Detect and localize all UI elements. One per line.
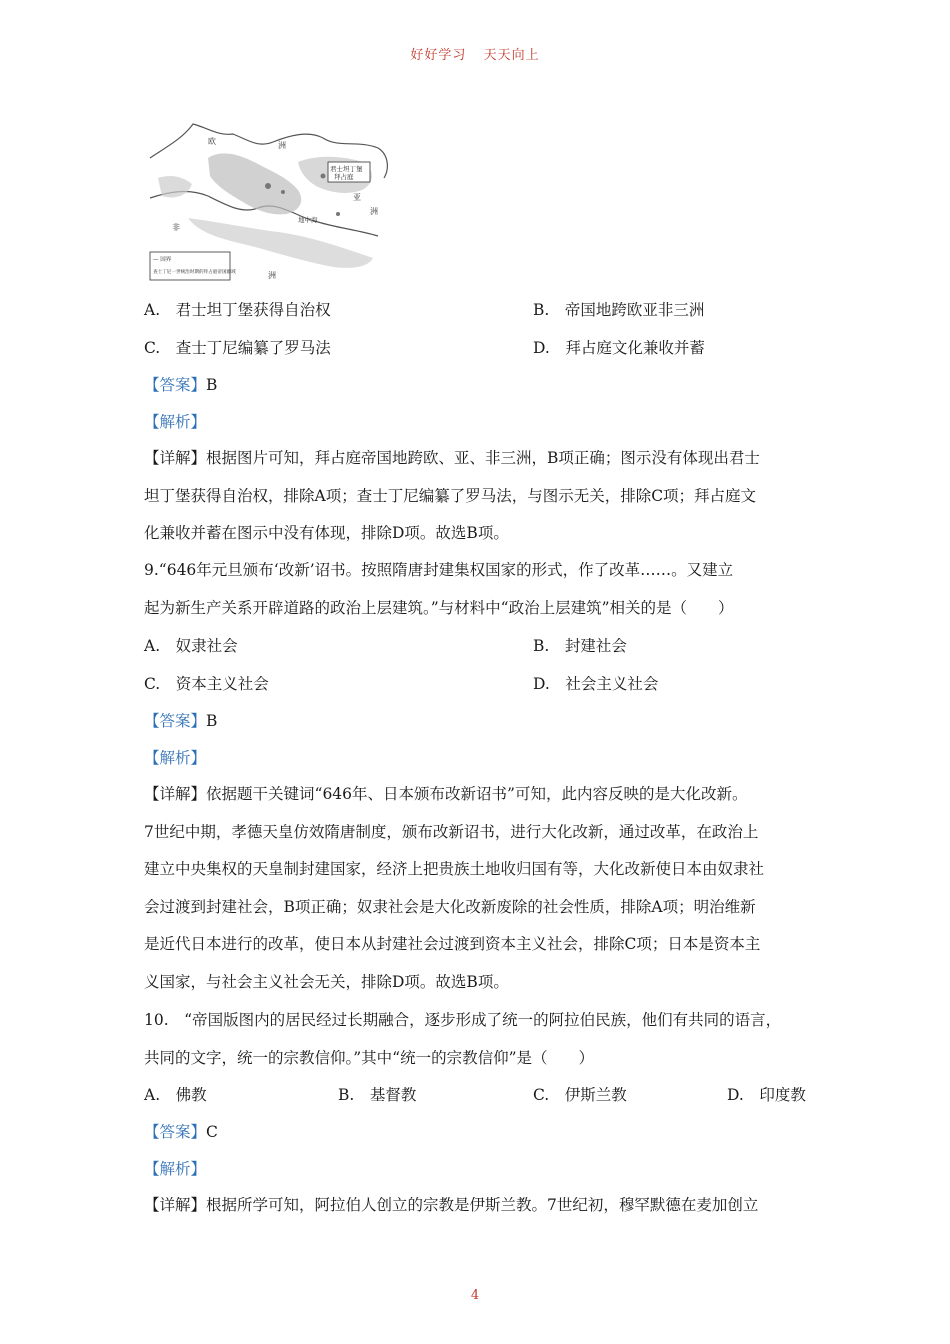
q10-options-row <box>144 1083 824 1107</box>
q8-option-c: C. 查士丁尼编纂了罗马法 <box>144 339 331 357</box>
q10-option-c: C. 伊斯兰教 <box>533 1086 627 1104</box>
map-label-byzantium: 拜占庭 <box>334 173 354 181</box>
q10-stem: 10. “帝国版图内的居民经过长期融合，逐步形成了统一的阿拉伯民族，他们有共同的语言， 共同的文字，统一的宗教信仰。”其中“统一的宗教信仰”是（ ） <box>144 1011 782 1067</box>
map-label-constantinople: 君士坦丁堡 <box>330 165 363 173</box>
q8-option-b: B. 帝国地跨欧亚非三洲 <box>533 301 705 319</box>
map-legend-territory: 查士丁尼一世统治时期的拜占庭帝国疆域 <box>153 270 236 275</box>
q8-detail: 【详解】根据图片可知，拜占庭帝国地跨欧、亚、非三洲，B项正确；图示没有体现出君士 坦丁堡获得自治权，排除A项；查士丁尼编纂了罗马法，与图示无关，排除C项；拜占庭文 化兼收并蓄在图示中没有体现，排除D项。故选B项。 <box>144 449 760 542</box>
q9-analysis-label: 【解析】 <box>144 749 207 767</box>
q10-detail: 【详解】根据所学可知，阿拉伯人创立的宗教是伊斯兰教。7世纪初，穆罕默德在麦加创立 <box>144 1196 759 1214</box>
q9-option-a: A. 奴隶社会 <box>144 637 238 655</box>
q8-option-d: D. 拜占庭文化兼收并蓄 <box>533 339 705 357</box>
q9-option-d: D. 社会主义社会 <box>533 675 659 693</box>
q9-answer: 【答案】B <box>144 712 218 730</box>
q8-options-row-2 <box>144 336 824 360</box>
map-legend-border: — 国界 <box>153 257 172 263</box>
q10-option-d: D. 印度教 <box>727 1086 806 1104</box>
q10-analysis-label: 【解析】 <box>144 1160 207 1178</box>
q10-answer: 【答案】C <box>144 1123 218 1141</box>
q9-options-row-1 <box>144 634 824 658</box>
map-label-mediterranean: 地中海 <box>298 216 318 224</box>
map-label-africa-2: 洲 <box>268 271 276 280</box>
q9-options-row-2 <box>144 672 824 696</box>
q9-option-c: C. 资本主义社会 <box>144 675 269 693</box>
q8-options-row-1 <box>144 298 824 322</box>
map-label-asia-1: 亚 <box>353 193 361 202</box>
q9-option-b: B. 封建社会 <box>533 637 627 655</box>
q10-option-a: A. 佛教 <box>144 1086 207 1104</box>
map-label-africa-1: 非 <box>172 223 180 232</box>
header-right: 天天向上 <box>483 48 540 63</box>
map-label-asia-2: 洲 <box>370 207 378 216</box>
q9-detail: 【详解】依据题干关键词“646年、日本颁布改新诏书”可知，此内容反映的是大化改新。 7世纪中期，孝德天皇仿效隋唐制度，颁布改新诏书，进行大化改新，通过改革，在政治上 建立中央集权的天皇制封建国家，经济上把贵族土地收归国有等，大化改新使日本由奴隶社 会过渡到封建社会，B项正确；奴隶社会是大化改新废除的社会性质，排除A项；明治维新 是近代日本进行的改革，使日本从封建社会过渡到资本主义社会，排除C项；日本是资本主 义国家，与社会主义社会无关，排除D项。故选B项。 <box>144 785 765 991</box>
page-header <box>0 44 950 63</box>
q9-stem: 9.“646年元旦颁布‘改新’诏书。按照隋唐封建集权国家的形式，作了改革……。又建立 起为新生产关系开辟道路的政治上层建筑。”与材料中“政治上层建筑”相关的是（ ） <box>144 561 734 617</box>
q8-option-a: A. 君士坦丁堡获得自治权 <box>144 301 331 319</box>
q8-analysis-label: 【解析】 <box>144 413 207 431</box>
header-left: 好好学习 <box>410 48 467 63</box>
page-number: 4 <box>470 1288 480 1303</box>
q10-option-b: B. 基督教 <box>338 1086 417 1104</box>
q8-answer: 【答案】B <box>144 376 218 394</box>
map-label-europe-2: 洲 <box>278 141 286 150</box>
map-label-europe-1: 欧 <box>208 137 216 146</box>
byzantine-map-figure <box>148 118 392 282</box>
